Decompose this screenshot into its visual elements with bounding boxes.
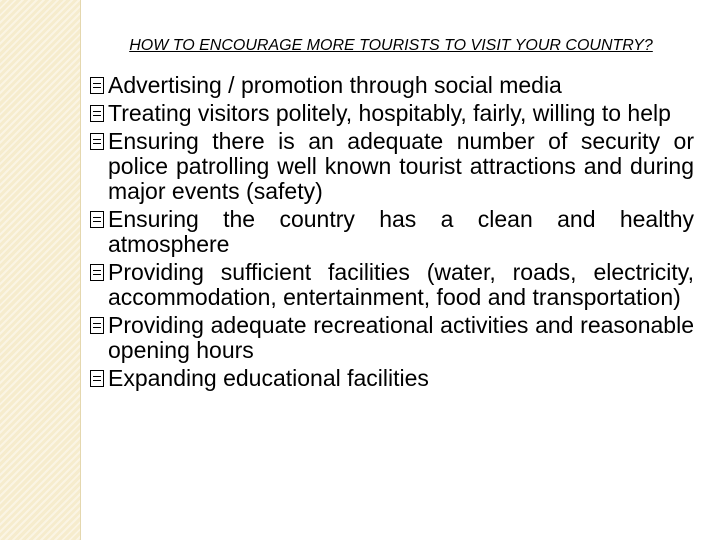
bullet-item-facilities	[90, 260, 694, 310]
missing-glyph-box-icon	[90, 105, 104, 122]
bullet-item-clean-atmosphere	[90, 207, 694, 257]
missing-glyph-box-icon	[90, 211, 104, 228]
missing-glyph-box-icon	[90, 133, 104, 150]
missing-glyph-box-icon	[90, 317, 104, 334]
missing-glyph-box-icon	[90, 77, 104, 94]
bullet-text: Ensuring the country has a clean and healthy atmosphere	[108, 206, 694, 257]
bullet-text: Ensuring there is an adequate number of security or police patrolling well known tourist attractions and during major events (safety)	[108, 128, 694, 204]
bullet-item-treating-visitors	[90, 101, 694, 126]
slide-title: HOW TO ENCOURAGE MORE TOURISTS TO VISIT YOUR COUNTRY?	[129, 37, 653, 54]
bullet-text: Providing sufficient facilities (water, roads, electricity, accommodation, entertainment, food and transportation)	[108, 259, 694, 310]
bullet-item-recreational	[90, 313, 694, 363]
side-band-divider	[80, 0, 81, 540]
missing-glyph-box-icon	[90, 370, 104, 387]
decorative-side-band	[0, 0, 80, 540]
bullet-item-educational	[90, 366, 694, 391]
bullet-list	[90, 73, 694, 394]
bullet-text: Advertising / promotion through social media	[108, 72, 562, 98]
bullet-text: Providing adequate recreational activities and reasonable opening hours	[108, 312, 694, 363]
bullet-text: Treating visitors politely, hospitably, fairly, willing to help	[108, 100, 671, 126]
bullet-item-advertising	[90, 73, 694, 98]
bullet-text: Expanding educational facilities	[108, 365, 429, 391]
missing-glyph-box-icon	[90, 264, 104, 281]
bullet-item-security	[90, 129, 694, 204]
